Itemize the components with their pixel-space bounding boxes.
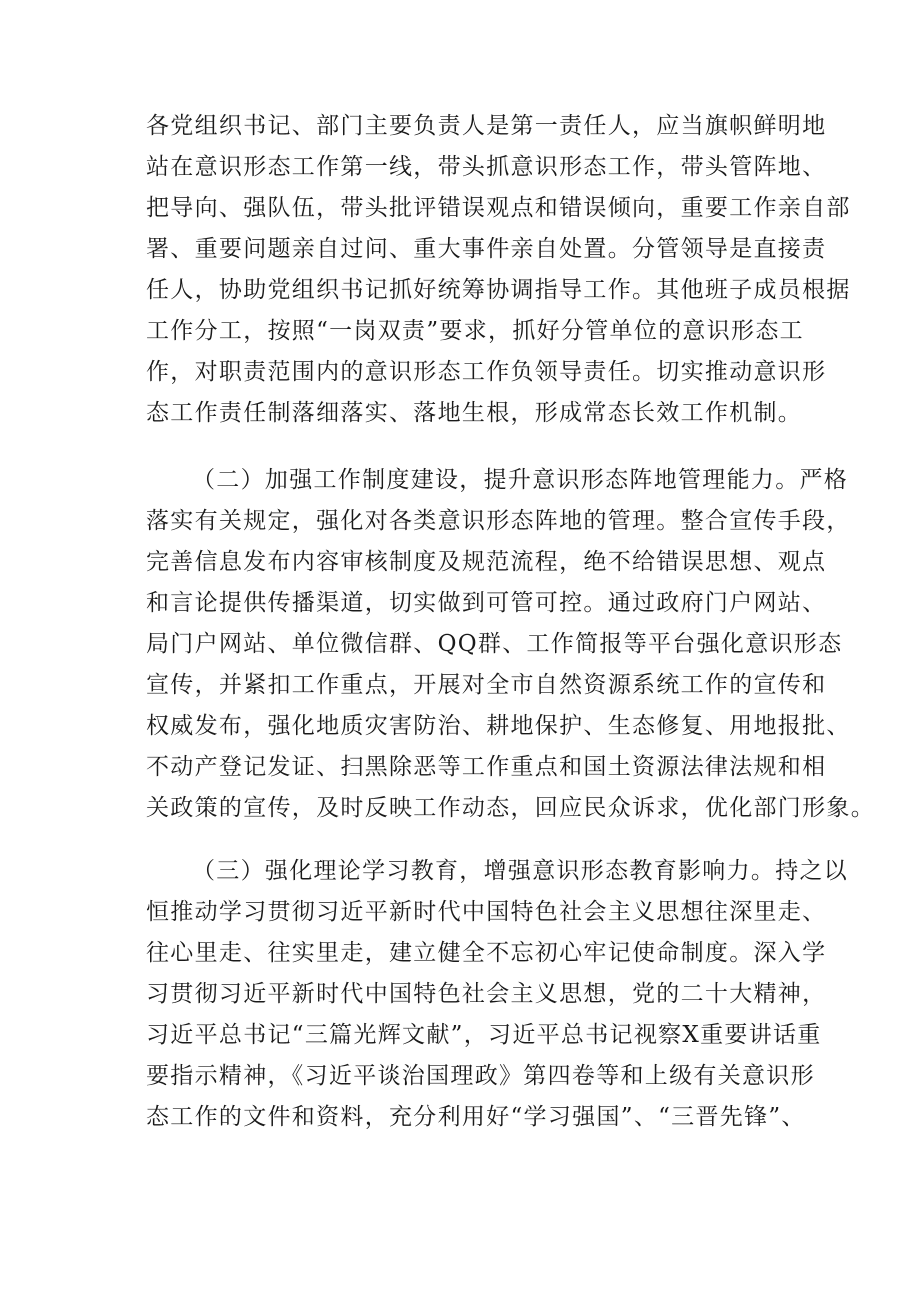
paragraph-line: 各党组织书记、部门主要负责人是第一责任人，应当旗帜鲜明地 — [146, 113, 827, 139]
paragraph-line: 往心里走、往实里走，建立健全不忘初心牢记使命制度。深入学 — [146, 940, 827, 966]
paragraph-line: （二）加强工作制度建设，提升意识形态阵地管理能力。严格 — [192, 467, 849, 493]
paragraph-line: 站在意识形态工作第一线，带头抓意识形态工作，带头管阵地、 — [146, 154, 827, 180]
paragraph-line: 习近平总书记“三篇光辉文献”，习近平总书记视察X重要讲话重 — [146, 1022, 822, 1048]
paragraph-line: 不动产登记发证、扫黑除恶等工作重点和国土资源法律法规和相 — [146, 754, 827, 780]
paragraph-2 — [146, 460, 875, 829]
paragraph-line: 和言论提供传播渠道，切实做到可管可控。通过政府门户网站、 — [146, 590, 827, 616]
paragraph-line: 态工作的文件和资料，充分利用好“学习强国”、“三晋先锋”、 — [146, 1104, 806, 1130]
paragraph-3 — [146, 851, 849, 1138]
paragraph-line: 权威发布，强化地质灾害防治、耕地保护、生态修复、用地报批、 — [146, 713, 851, 739]
paragraph-line: 作，对职责范围内的意识形态工作负领导责任。切实推动意识形 — [146, 359, 827, 385]
paragraph-line: 完善信息发布内容审核制度及规范流程，绝不给错误思想、观点 — [146, 549, 827, 575]
paragraph-line: （三）强化理论学习教育，增强意识形态教育影响力。持之以 — [192, 858, 849, 884]
paragraph-line: 把导向、强队伍，带头批评错误观点和错误倾向，重要工作亲自部 — [146, 195, 851, 221]
paragraph-line: 态工作责任制落细落实、落地生根，形成常态长效工作机制。 — [146, 400, 803, 426]
paragraph-line: 恒推动学习贯彻习近平新时代中国特色社会主义思想往深里走、 — [146, 899, 827, 925]
paragraph-line: 习贯彻习近平新时代中国特色社会主义思想，党的二十大精神， — [146, 981, 827, 1007]
paragraph-line: 署、重要问题亲自过问、重大事件亲自处置。分管领导是直接责 — [146, 236, 827, 262]
paragraph-line: 宣传，并紧扣工作重点，开展对全市自然资源系统工作的宣传和 — [146, 672, 827, 698]
paragraph-line: 局门户网站、单位微信群、QQ群、工作简报等平台强化意识形态 — [146, 631, 843, 657]
paragraph-line: 任人，协助党组织书记抓好统筹协调指导工作。其他班子成员根据 — [146, 277, 851, 303]
paragraph-1 — [146, 106, 851, 434]
paragraph-line: 工作分工，按照“一岗双责”要求，抓好分管单位的意识形态工 — [146, 318, 804, 344]
paragraph-line: 要指示精神，《习近平谈治国理政》第四卷等和上级有关意识形 — [146, 1063, 815, 1089]
paragraph-line: 关政策的宣传，及时反映工作动态，回应民众诉求，优化部门形象。 — [146, 795, 875, 821]
paragraph-line: 落实有关规定，强化对各类意识形态阵地的管理。整合宣传手段， — [146, 508, 851, 534]
